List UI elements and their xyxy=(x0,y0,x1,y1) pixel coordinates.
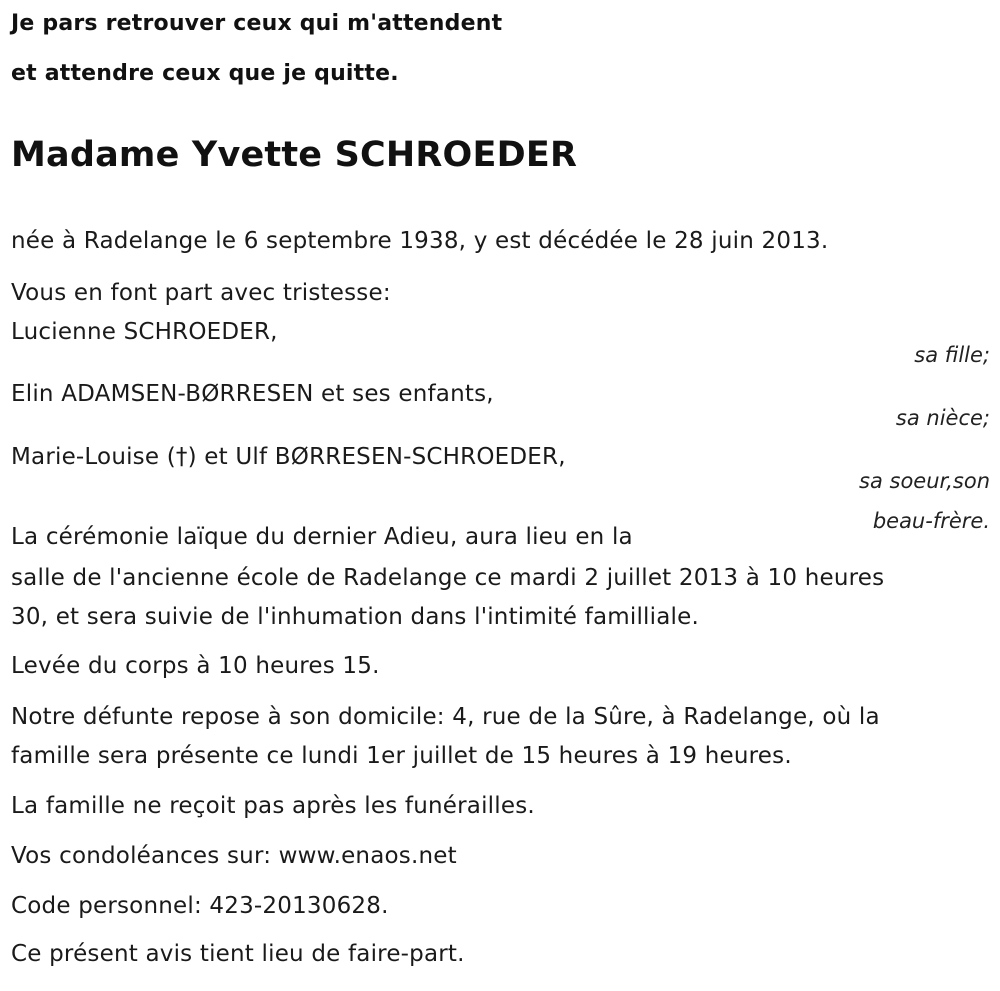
family-name-part: Marie-Louise ( xyxy=(11,444,176,470)
family-member-name: Elin ADAMSEN-BØRRESEN et ses enfants, xyxy=(11,381,494,407)
family-member-name xyxy=(11,446,566,469)
deceased-name: Madame Yvette SCHROEDER xyxy=(11,135,578,175)
condolences-text: Vos condoléances sur: www.enaos.net xyxy=(11,843,457,869)
family-member-relation: sa nièce; xyxy=(895,406,990,430)
family-member-relation: beau-frère. xyxy=(872,509,990,533)
ceremony-line-3: 30, et sera suivie de l'inhumation dans l'intimité familliale. xyxy=(11,604,699,630)
birth-death-text: née à Radelange le 6 septembre 1938, y est décédée le 28 juin 2013. xyxy=(11,228,829,254)
cross-icon: † xyxy=(175,444,188,470)
announcement-intro: Vous en font part avec tristesse: xyxy=(11,280,391,306)
ceremony-line-2: salle de l'ancienne école de Radelange ce mardi 2 juillet 2013 à 10 heures xyxy=(11,565,885,591)
family-member-relation: sa soeur,son xyxy=(859,469,990,493)
ceremony-line-1: La cérémonie laïque du dernier Adieu, aura lieu en la xyxy=(11,524,633,550)
levee-text: Levée du corps à 10 heures 15. xyxy=(11,653,380,679)
closing-text: Ce présent avis tient lieu de faire-part. xyxy=(11,941,465,967)
repose-line-1: Notre défunte repose à son domicile: 4, rue de la Sûre, à Radelange, où la xyxy=(11,704,880,730)
repose-line-2: famille sera présente ce lundi 1er juillet de 15 heures à 19 heures. xyxy=(11,743,792,769)
personal-code: Code personnel: 423-20130628. xyxy=(11,893,389,919)
family-member-name: Lucienne SCHROEDER, xyxy=(11,319,278,345)
family-member-relation: sa fille; xyxy=(914,343,990,367)
no-reception-text: La famille ne reçoit pas après les funérailles. xyxy=(11,793,535,819)
family-name-part: ) et Ulf BØRRESEN-SCHROEDER, xyxy=(187,444,566,470)
quote-line-2: et attendre ceux que je quitte. xyxy=(11,61,399,86)
quote-line-1: Je pars retrouver ceux qui m'attendent xyxy=(11,11,503,36)
